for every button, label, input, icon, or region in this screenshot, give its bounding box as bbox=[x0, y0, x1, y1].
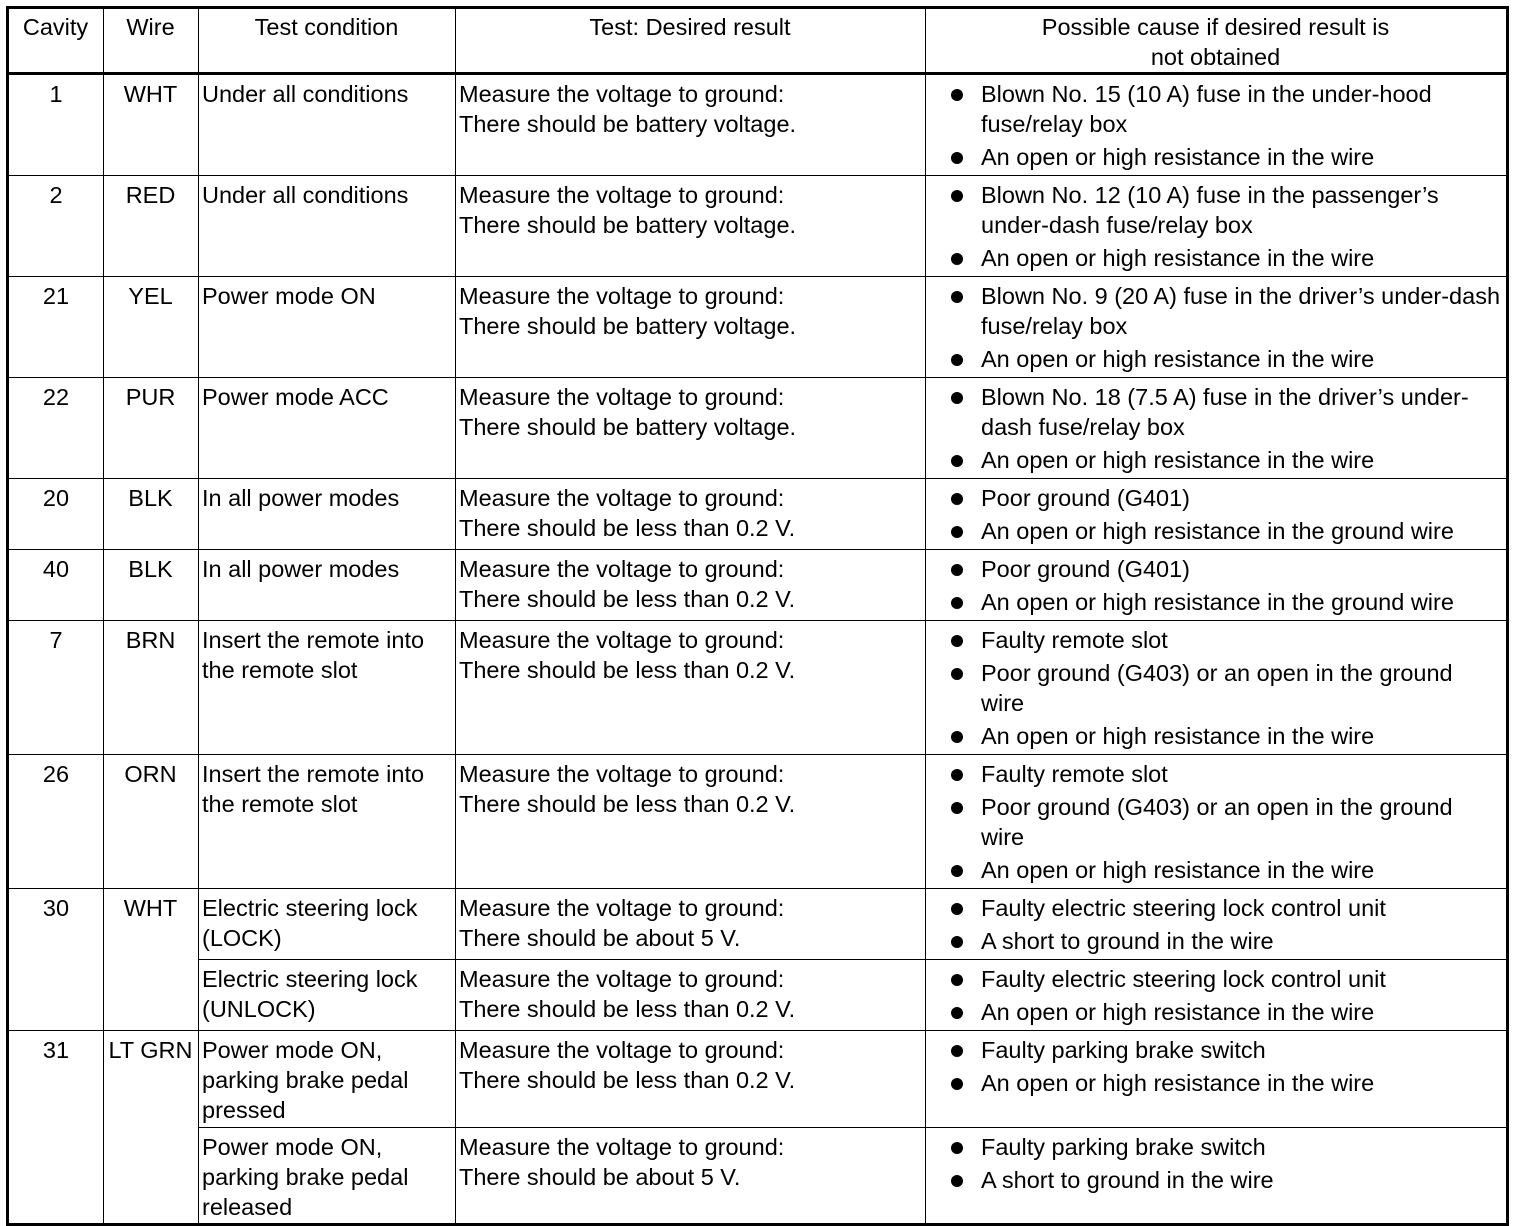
wire-cell: PUR bbox=[104, 378, 199, 479]
desired-result-cell bbox=[456, 755, 926, 889]
wire-cell: BLK bbox=[104, 550, 199, 621]
header-test-condition: Test condition bbox=[199, 8, 456, 74]
test-condition-cell: Power mode ON bbox=[199, 277, 456, 378]
test-condition-cell: Electric steering lock (UNLOCK) bbox=[199, 960, 456, 1031]
cavity-cell: 31 bbox=[8, 1031, 104, 1225]
result-line: There should be less than 0.2 V. bbox=[459, 791, 796, 817]
cavity-cell: 22 bbox=[8, 378, 104, 479]
cavity-cell: 21 bbox=[8, 277, 104, 378]
possible-cause-cell bbox=[926, 378, 1508, 479]
possible-cause-cell bbox=[926, 1128, 1508, 1225]
possible-cause-cell bbox=[926, 1031, 1508, 1128]
wire-cell: ORN bbox=[104, 755, 199, 889]
result-line: There should be battery voltage. bbox=[459, 414, 797, 440]
possible-cause-cell bbox=[926, 960, 1508, 1031]
wire-cell: BLK bbox=[104, 479, 199, 550]
desired-result-cell bbox=[456, 479, 926, 550]
test-condition-cell: Power mode ON, parking brake pedal pressed bbox=[199, 1031, 456, 1128]
result-line: Measure the voltage to ground: bbox=[459, 384, 785, 410]
table-row bbox=[8, 960, 1508, 1031]
result-line: There should be battery voltage. bbox=[459, 111, 797, 137]
cause-item: An open or high resistance in the wire bbox=[951, 997, 1502, 1027]
wire-cell: RED bbox=[104, 176, 199, 277]
cavity-cell: 1 bbox=[8, 74, 104, 176]
cause-item: An open or high resistance in the wire bbox=[951, 344, 1502, 374]
desired-result-cell bbox=[456, 176, 926, 277]
test-condition-cell: Under all conditions bbox=[199, 74, 456, 176]
desired-result-cell bbox=[456, 378, 926, 479]
desired-result-cell bbox=[456, 1031, 926, 1128]
wire-cell: YEL bbox=[104, 277, 199, 378]
table-row bbox=[8, 277, 1508, 378]
cause-item: An open or high resistance in the wire bbox=[951, 721, 1502, 751]
header-desired-result: Test: Desired result bbox=[456, 8, 926, 74]
table-row bbox=[8, 755, 1508, 889]
desired-result-cell bbox=[456, 960, 926, 1031]
header-possible-cause bbox=[926, 8, 1508, 74]
possible-cause-cell bbox=[926, 277, 1508, 378]
table-row bbox=[8, 550, 1508, 621]
result-line: Measure the voltage to ground: bbox=[459, 182, 785, 208]
result-line: Measure the voltage to ground: bbox=[459, 761, 785, 787]
possible-cause-cell bbox=[926, 755, 1508, 889]
cause-item: Faulty electric steering lock control unit bbox=[951, 964, 1502, 994]
wire-cell: LT GRN bbox=[104, 1031, 199, 1225]
table-row bbox=[8, 889, 1508, 960]
cause-item: An open or high resistance in the wire bbox=[951, 445, 1502, 475]
test-condition-cell: In all power modes bbox=[199, 479, 456, 550]
test-condition-cell: Power mode ON, parking brake pedal released bbox=[199, 1128, 456, 1225]
cause-item: Poor ground (G403) or an open in the ground wire bbox=[951, 792, 1502, 852]
result-line: Measure the voltage to ground: bbox=[459, 895, 785, 921]
cavity-cell: 20 bbox=[8, 479, 104, 550]
cause-item: An open or high resistance in the wire bbox=[951, 243, 1502, 273]
test-condition-cell: Under all conditions bbox=[199, 176, 456, 277]
table-row bbox=[8, 479, 1508, 550]
desired-result-cell bbox=[456, 74, 926, 176]
cause-item: Faulty electric steering lock control unit bbox=[951, 893, 1502, 923]
cause-item: An open or high resistance in the ground wire bbox=[951, 587, 1502, 617]
table-row bbox=[8, 1031, 1508, 1128]
cavity-cell: 40 bbox=[8, 550, 104, 621]
cause-item: An open or high resistance in the ground wire bbox=[951, 516, 1502, 546]
cause-item: An open or high resistance in the wire bbox=[951, 855, 1502, 885]
cause-item: An open or high resistance in the wire bbox=[951, 142, 1502, 172]
cavity-cell: 26 bbox=[8, 755, 104, 889]
table-row bbox=[8, 378, 1508, 479]
header-cavity: Cavity bbox=[8, 8, 104, 74]
result-line: There should be less than 0.2 V. bbox=[459, 586, 796, 612]
cavity-cell: 2 bbox=[8, 176, 104, 277]
result-line: Measure the voltage to ground: bbox=[459, 81, 785, 107]
header-cause-line-1: Possible cause if desired result is bbox=[1041, 14, 1390, 40]
cause-item: Blown No. 15 (10 A) fuse in the under-hood fuse/relay box bbox=[951, 79, 1502, 139]
result-line: There should be battery voltage. bbox=[459, 313, 797, 339]
result-line: There should be less than 0.2 V. bbox=[459, 657, 796, 683]
result-line: There should be battery voltage. bbox=[459, 212, 797, 238]
connector-test-table bbox=[6, 6, 1509, 1226]
wire-cell: WHT bbox=[104, 889, 199, 1031]
cause-item: Faulty parking brake switch bbox=[951, 1132, 1502, 1162]
cause-item: Faulty parking brake switch bbox=[951, 1035, 1502, 1065]
result-line: Measure the voltage to ground: bbox=[459, 556, 785, 582]
test-condition-cell: Electric steering lock (LOCK) bbox=[199, 889, 456, 960]
cause-item: Poor ground (G401) bbox=[951, 483, 1502, 513]
possible-cause-cell bbox=[926, 621, 1508, 755]
result-line: Measure the voltage to ground: bbox=[459, 1037, 785, 1063]
test-condition-cell: Insert the remote into the remote slot bbox=[199, 621, 456, 755]
test-condition-cell: Insert the remote into the remote slot bbox=[199, 755, 456, 889]
result-line: Measure the voltage to ground: bbox=[459, 1134, 785, 1160]
test-condition-cell: Power mode ACC bbox=[199, 378, 456, 479]
result-line: Measure the voltage to ground: bbox=[459, 627, 785, 653]
cause-item: Faulty remote slot bbox=[951, 759, 1502, 789]
test-condition-cell: In all power modes bbox=[199, 550, 456, 621]
result-line: Measure the voltage to ground: bbox=[459, 283, 785, 309]
table-row bbox=[8, 1128, 1508, 1225]
desired-result-cell bbox=[456, 550, 926, 621]
possible-cause-cell bbox=[926, 889, 1508, 960]
desired-result-cell bbox=[456, 1128, 926, 1225]
cause-item: Poor ground (G403) or an open in the ground wire bbox=[951, 658, 1502, 718]
cause-item: Blown No. 18 (7.5 A) fuse in the driver’s under-dash fuse/relay box bbox=[951, 382, 1502, 442]
result-line: There should be less than 0.2 V. bbox=[459, 515, 796, 541]
wire-cell: BRN bbox=[104, 621, 199, 755]
cause-item: A short to ground in the wire bbox=[951, 926, 1502, 956]
cavity-cell: 7 bbox=[8, 621, 104, 755]
result-line: There should be less than 0.2 V. bbox=[459, 1067, 796, 1093]
desired-result-cell bbox=[456, 621, 926, 755]
result-line: Measure the voltage to ground: bbox=[459, 966, 785, 992]
table-row bbox=[8, 74, 1508, 176]
result-line: There should be about 5 V. bbox=[459, 1164, 741, 1190]
desired-result-cell bbox=[456, 277, 926, 378]
cause-item: A short to ground in the wire bbox=[951, 1165, 1502, 1195]
possible-cause-cell bbox=[926, 550, 1508, 621]
possible-cause-cell bbox=[926, 176, 1508, 277]
table-row bbox=[8, 176, 1508, 277]
result-line: Measure the voltage to ground: bbox=[459, 485, 785, 511]
cause-item: Faulty remote slot bbox=[951, 625, 1502, 655]
result-line: There should be about 5 V. bbox=[459, 925, 741, 951]
header-wire: Wire bbox=[104, 8, 199, 74]
desired-result-cell bbox=[456, 889, 926, 960]
possible-cause-cell bbox=[926, 479, 1508, 550]
result-line: There should be less than 0.2 V. bbox=[459, 996, 796, 1022]
cause-item: Blown No. 12 (10 A) fuse in the passenger’s under-dash fuse/relay box bbox=[951, 180, 1502, 240]
cause-item: An open or high resistance in the wire bbox=[951, 1068, 1502, 1098]
header-cause-line-2: not obtained bbox=[1150, 44, 1281, 70]
cavity-cell: 30 bbox=[8, 889, 104, 1031]
wire-cell: WHT bbox=[104, 74, 199, 176]
possible-cause-cell bbox=[926, 74, 1508, 176]
table-row bbox=[8, 621, 1508, 755]
header-row bbox=[8, 8, 1508, 74]
cause-item: Blown No. 9 (20 A) fuse in the driver’s under-dash fuse/relay box bbox=[951, 281, 1502, 341]
cause-item: Poor ground (G401) bbox=[951, 554, 1502, 584]
